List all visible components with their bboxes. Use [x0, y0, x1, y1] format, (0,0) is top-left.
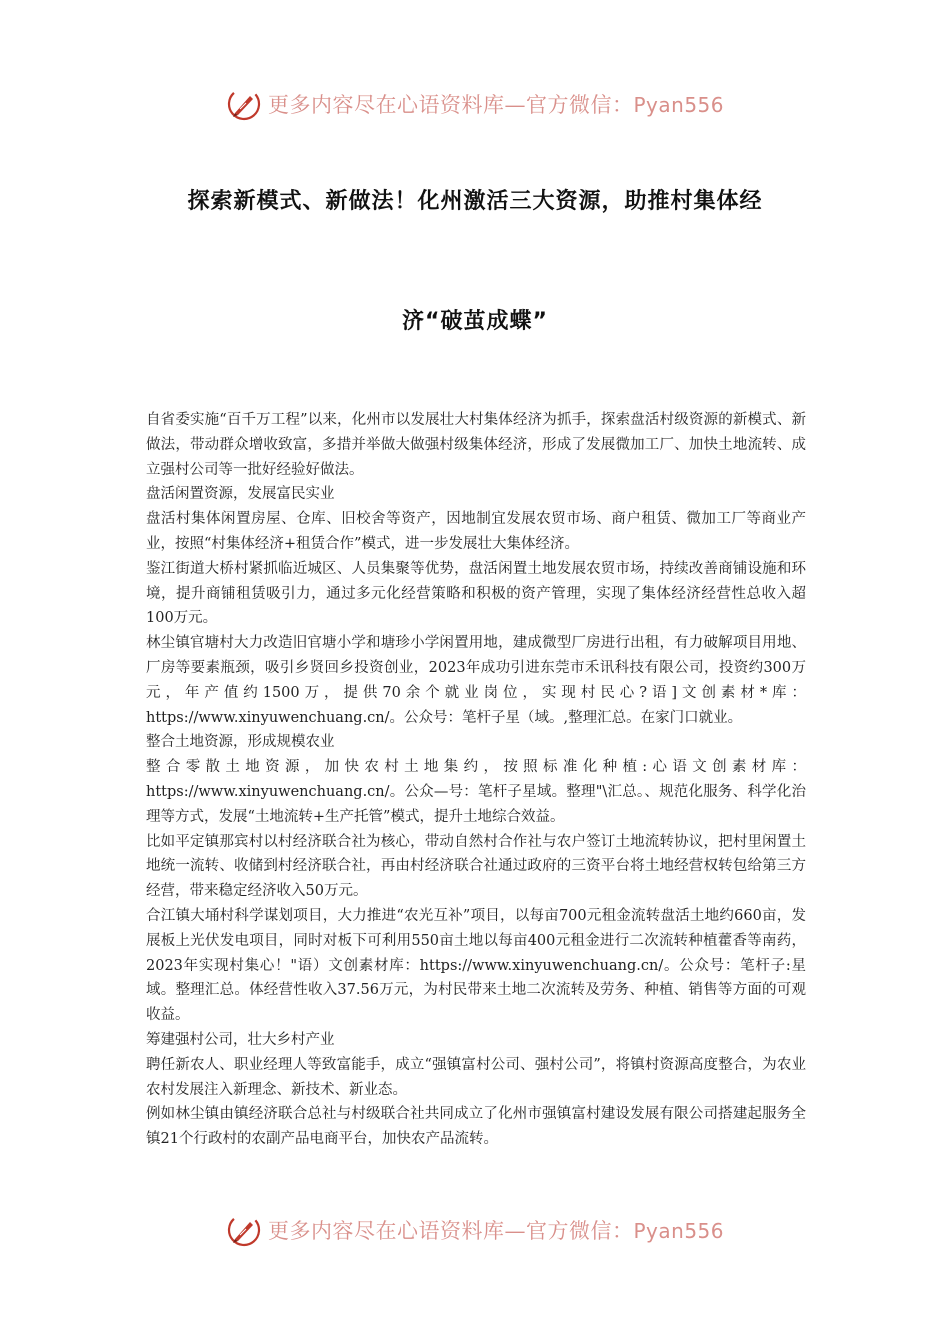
document-title-line-2: 济“破茧成蝶” [402, 309, 548, 334]
watermark-text: 更多内容尽在心语资料库—官方微信：Pyan556 [267, 1219, 724, 1243]
document-body [146, 408, 806, 1152]
watermark-wechat-id: Pyan556 [633, 1219, 724, 1243]
paragraph: 比如平定镇那宾村以村经济联合社为核心，带动自然村合作社与农户签订土地流转协议，把村里闲置土地统一流转、收储到村经济联合社，再由村经济联合社通过政府的三资平台将土地经营权转包给第三方经营，带来稳定经济收入50万元。 [146, 833, 806, 900]
section-heading-land-resources: 整合土地资源，形成规模农业 [146, 734, 335, 751]
paragraph: 合江镇大埇村科学谋划项目，大力推进“农光互补”项目，以每亩700元租金流转盘活土地约660亩，发展板上光伏发电项目，同时对板下可利用550亩土地以每亩400元租金进行二次流转种植藿香等南药，2023年实现村集心！"语）文创素材库：https://www.xinyuwenchuang.cn/。公众号：笔杆子:星域。整理汇总。体经营性收入37.56万元，为村民带来土地二次流转及劳务、种植、销售等方面的可观收益。 [146, 907, 806, 1024]
paragraph: 整合零散土地资源，加快农村土地集约，按照标准化种植:心语文创素材库：https://www.xinyuwenchuang.cn/。公众—号：笔杆子星域。整理"\汇总。、规范化服务、科学化治理等方式，发展“土地流转+生产托管”模式，提升土地综合效益。 [146, 759, 806, 825]
watermark-footer [0, 1210, 950, 1250]
paragraph: 聘任新农人、职业经理人等致富能手，成立“强镇富村公司、强村公司”，将镇村资源高度整合，为农业农村发展注入新理念、新技术、新业态。 [146, 1056, 806, 1098]
paragraph-intro: 自省委实施“百千万工程”以来，化州市以发展壮大村集体经济为抓手，探索盘活村级资源的新模式、新做法，带动群众增收致富，多措并举做大做强村级集体经济，形成了发展微加工厂、加快土地流转、成立强村公司等一批好经验好做法。 [146, 412, 806, 478]
watermark-header [0, 84, 950, 124]
section-heading-village-companies: 筹建强村公司，壮大乡村产业 [146, 1031, 335, 1048]
paragraph: 盘活村集体闲置房屋、仓库、旧校舍等资产，因地制宜发展农贸市场、商户租赁、微加工厂等商业产业，按照“村集体经济+租赁合作”模式，进一步发展壮大集体经济。 [146, 511, 806, 552]
paragraph: 林尘镇官塘村大力改造旧官塘小学和塘珍小学闲置用地，建成微型厂房进行出租，有力破解项目用地、厂房等要素瓶颈，吸引乡贤回乡投资创业，2023年成功引进东莞市禾讯科技有限公司，投资约300万元，年产值约1500万，提供70余个就业岗位，实现村民心?语]文创素材*库：https://www.xinyuwenchuang.cn/。公众号：笔杆子星（域。,整理汇总。在家门口就业。 [146, 635, 806, 726]
fountain-pen-logo-icon [226, 1212, 262, 1248]
paragraph: 鉴江街道大桥村紧抓临近城区、人员集聚等优势，盘活闲置土地发展农贸市场，持续改善商铺设施和环境，提升商铺租赁吸引力，通过多元化经营策略和积极的资产管理，实现了集体经济经营性总收入超100万元。 [146, 560, 806, 627]
fountain-pen-logo-icon [226, 86, 262, 122]
section-heading-idle-resources: 盘活闲置资源，发展富民实业 [146, 486, 335, 503]
document-title-line-1: 探索新模式、新做法！化州激活三大资源，助推村集体经 [187, 189, 763, 214]
watermark-wechat-id: Pyan556 [633, 93, 724, 117]
paragraph: 例如林尘镇由镇经济联合总社与村级联合社共同成立了化州市强镇富村建设发展有限公司搭建起服务全镇21个行政村的农副产品电商平台，加快农产品流转。 [146, 1106, 806, 1148]
watermark-text: 更多内容尽在心语资料库—官方微信：Pyan556 [267, 93, 724, 117]
